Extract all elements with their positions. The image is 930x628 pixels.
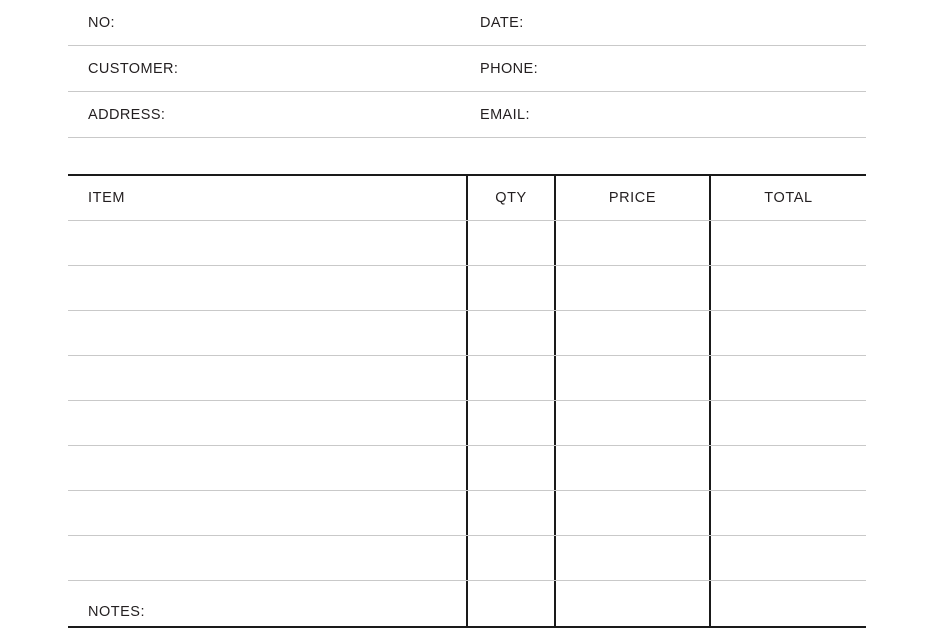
cell-item[interactable] <box>68 536 466 580</box>
cell-total[interactable] <box>709 581 866 626</box>
field-label-phone: PHONE: <box>480 61 538 77</box>
cell-total[interactable] <box>709 536 866 580</box>
column-header-item: ITEM <box>88 190 126 206</box>
customer-info-block <box>68 0 866 138</box>
table-row <box>68 536 866 581</box>
table-row <box>68 356 866 401</box>
cell-item[interactable] <box>68 401 466 445</box>
table-row <box>68 266 866 311</box>
table-row <box>68 491 866 536</box>
column-header-qty: QTY <box>466 176 554 220</box>
info-row <box>68 46 866 92</box>
cell-total[interactable] <box>709 266 866 310</box>
cell-qty[interactable] <box>466 221 554 265</box>
field-label-address: ADDRESS: <box>88 107 166 123</box>
cell-price[interactable] <box>554 356 709 400</box>
table-row <box>68 446 866 491</box>
cell-price[interactable] <box>554 491 709 535</box>
field-label-date: DATE: <box>480 15 524 31</box>
cell-total[interactable] <box>709 356 866 400</box>
cell-item[interactable] <box>68 266 466 310</box>
cell-price[interactable] <box>554 401 709 445</box>
cell-qty[interactable] <box>466 491 554 535</box>
cell-price[interactable] <box>554 581 709 626</box>
cell-qty[interactable] <box>466 581 554 626</box>
table-header-row <box>68 176 866 221</box>
items-table <box>68 174 866 628</box>
info-row <box>68 92 866 138</box>
info-row <box>68 0 866 46</box>
cell-total[interactable] <box>709 446 866 490</box>
field-label-no: NO: <box>88 15 115 31</box>
cell-item[interactable] <box>68 311 466 355</box>
table-row <box>68 401 866 446</box>
cell-qty[interactable] <box>466 536 554 580</box>
cell-qty[interactable] <box>466 401 554 445</box>
cell-price[interactable] <box>554 446 709 490</box>
cell-price[interactable] <box>554 266 709 310</box>
cell-price[interactable] <box>554 536 709 580</box>
table-row <box>68 311 866 356</box>
cell-item[interactable] <box>68 356 466 400</box>
field-label-email: EMAIL: <box>480 107 530 123</box>
cell-total[interactable] <box>709 311 866 355</box>
cell-qty[interactable] <box>466 356 554 400</box>
cell-qty[interactable] <box>466 446 554 490</box>
cell-total[interactable] <box>709 491 866 535</box>
column-header-total: TOTAL <box>709 176 866 220</box>
cell-price[interactable] <box>554 311 709 355</box>
cell-item[interactable] <box>68 221 466 265</box>
cell-qty[interactable] <box>466 311 554 355</box>
cell-total[interactable] <box>709 221 866 265</box>
cell-item[interactable] <box>68 446 466 490</box>
notes-label: NOTES: <box>88 604 145 620</box>
column-header-price: PRICE <box>554 176 709 220</box>
cell-qty[interactable] <box>466 266 554 310</box>
field-label-customer: CUSTOMER: <box>88 61 179 77</box>
cell-item[interactable] <box>68 491 466 535</box>
cell-price[interactable] <box>554 221 709 265</box>
table-row <box>68 221 866 266</box>
table-row <box>68 581 866 626</box>
cell-total[interactable] <box>709 401 866 445</box>
